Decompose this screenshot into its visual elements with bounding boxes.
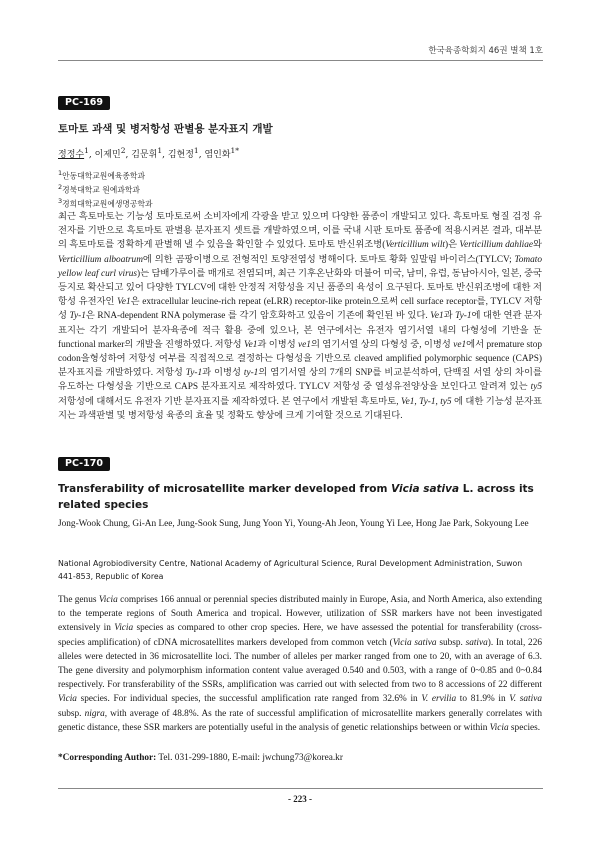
abstract-text: 과 bbox=[443, 311, 456, 322]
author-sup: 1* bbox=[230, 146, 240, 155]
affiliation-line bbox=[58, 196, 153, 210]
abstract-italic-term: ve1 bbox=[453, 339, 467, 350]
entry1-authors: 정정수$^1$, 이제민$^2$, 김문휘$^1$, 김현정$^1$, 염인화$^{1*}$ bbox=[58, 146, 240, 160]
abstract-text: species. bbox=[508, 722, 541, 733]
author-sup: 1 bbox=[157, 146, 163, 155]
entry2-affiliation: National Agrobiodiversity Centre, National Academy of Agricultural Science, Rural Development Administration, Suwon 441-853, Republic of Korea bbox=[58, 559, 523, 581]
abstract-text: 에 대한 연관 분자표지는 각기 개발되어 분자육종에 적극 활용 중에 있으나, 본 연구에서는 유전자 염기서열 내의 다형성에 기반을 둔 functional marker의 개발을 진행하였다. 저항성 bbox=[58, 311, 542, 350]
author-sup: 1 bbox=[193, 146, 199, 155]
abstract-italic-term: Ty-1 bbox=[455, 311, 472, 322]
abstract-text: subsp. bbox=[58, 708, 85, 719]
abstract-text: The genus bbox=[58, 595, 99, 605]
abstract-italic-term: Vicia sativa bbox=[392, 637, 437, 648]
abstract-text: 최근 흑토마토는 기능성 토마토로써 소비자에게 각광을 받고 있으며 다양한 품종이 개발되고 있다. 흑토마토 형질 검정 유전자를 기반으로 흑토마토 판별용 분자표지 셋트를 개발하였으며, 이를 국내 시판 토마토 품종에 적용시켜본 결과, 대부분의 흑토마토를 정확하게 판별해 낼 수 있음을 확인할 수 있었다. 토마토 반신위조병( bbox=[58, 212, 542, 251]
abstract-italic-term: nigra bbox=[84, 708, 105, 719]
abstract-text: subsp. bbox=[436, 637, 466, 648]
abstract-italic-term: V. ervilia bbox=[421, 694, 457, 705]
page-number: - 223 - bbox=[288, 794, 312, 804]
title-text: L. across its related species bbox=[58, 483, 534, 511]
author-name: 김문휘 bbox=[131, 150, 158, 160]
abstract-text: 에 의한 곰팡이병으로 전형적인 토양전염성 병해이다. 토마토 황화 잎말림 바이러스(TYLCV; bbox=[142, 254, 515, 265]
abstract-italic-term: Ty-1 bbox=[419, 396, 436, 407]
abstract-text: 와 bbox=[533, 240, 542, 251]
entry1-title: 토마토 과색 및 병저항성 판별용 분자표지 개발 bbox=[58, 123, 273, 135]
abstract-text: comprises 166 annual or perennial species distributed mainly in Europe, Asia, and North America, also extending to the temperate regions of South America and tropical. However, utilization of SSR markers have not been investigated extensively in bbox=[58, 595, 542, 634]
affiliation-sup: 2 bbox=[58, 183, 63, 192]
author-name: 김현정 bbox=[167, 150, 194, 160]
author-name: 이제민 bbox=[94, 150, 121, 160]
entry2-title bbox=[58, 481, 542, 513]
title-species: Vicia sativa bbox=[391, 483, 460, 495]
abstract-italic-term: Ve1 bbox=[430, 311, 444, 322]
abstract-text: , bbox=[435, 396, 441, 407]
entry2-authors: Jong-Wook Chung, Gi-An Lee, Jung-Sook Sung, Jung Yoon Yi, Young-Ah Jeon, Young Yi Lee, Hong Jae Park, Sokyoung Lee bbox=[58, 519, 529, 529]
affiliation-text: 경북대학교 원예과학과 bbox=[62, 185, 140, 195]
abstract-text: 은 RNA-dependent RNA polymerase 를 각기 암호화하고 있음이 기존에 확인된 바 있다. bbox=[85, 311, 431, 322]
abstract-text: 의 염기서열 상의 7개의 SNP를 비교분석하여, 단백질 서열 상의 차이를 유도하는 다형성을 기반으로 CAPS 분자표지로 제작하였다. TYLCV 저항성 중 열성유전양상을 보인다고 알려져 있는 bbox=[58, 368, 542, 393]
abstract-italic-term: Verticillium dahliae bbox=[459, 240, 534, 251]
abstract-text: to 81.9% in bbox=[456, 694, 510, 705]
abstract-text: , with average of 48.8%. As the rate of successful amplification of microsatellite markers generally correlates with genetic distance, these SSR markers are potentially useful in the analysis of genetic relationships between or within bbox=[58, 708, 542, 733]
header-divider bbox=[58, 60, 543, 61]
abstract-italic-term: ty5 bbox=[530, 382, 542, 393]
abstract-italic-term: Vicia bbox=[114, 623, 134, 634]
corresponding-author bbox=[58, 753, 343, 763]
abstract-text: , bbox=[414, 396, 420, 407]
abstract-italic-term: sativa bbox=[465, 637, 488, 648]
abstract-text: 의 염기서열 상의 다형성 중, 이병성 bbox=[310, 339, 454, 350]
affiliation-sup: 1 bbox=[58, 169, 63, 177]
abstract-italic-term: Vicia bbox=[489, 722, 509, 733]
abstract-text: species as compared to other crop species. Here, we have assessed the potential for transferability (cross-species amplification) of cDNA microsatellites markers developed from common vetch ( bbox=[58, 623, 542, 648]
abstract-text: ). In total, 226 alleles were detected in 36 microsatellite loci. The number of alleles per marker ranged from one to 20, with an average of 6.3. The gene diversity and polymorphism information content value averaged 0.540 and 0.503, with a range of 0~0.85 and 0~0.84 respectively. For transferability of the SSRs, amplification was carried out with selected from two to 8 accessions of 22 different bbox=[58, 637, 542, 691]
entry2-abstract bbox=[58, 593, 542, 735]
abstract-italic-term: Ty-1 bbox=[69, 311, 86, 322]
abstract-italic-term: Ve1 bbox=[117, 297, 131, 308]
title-text: Transferability of microsatellite marker developed from bbox=[58, 483, 392, 495]
abstract-italic-term: V. sativa bbox=[509, 694, 542, 705]
footer-divider bbox=[58, 788, 543, 789]
abstract-text: species. For individual species, the successful amplification rate ranged from 32.6% in bbox=[76, 694, 422, 705]
abstract-italic-term: ty-1 bbox=[243, 368, 259, 379]
abstract-italic-term: Ty-1 bbox=[185, 368, 203, 379]
affiliation-text: 경희대학교원예생명공학과 bbox=[62, 199, 153, 209]
abstract-text: 에서 premature stop codon을형성하여 저항성 여부를 직접적으로 결정하는 다형성을 기반으로 cleaved amplified polymorphic sequence (CAPS) 분자표지를 개발하였다. 저항성 bbox=[58, 339, 542, 379]
affiliation-line bbox=[58, 182, 153, 196]
abstract-italic-term: Vicia bbox=[58, 694, 77, 705]
author-name: 염인화 bbox=[204, 150, 231, 160]
abstract-italic-term: Vicia bbox=[98, 595, 118, 605]
abstract-text: )은 bbox=[445, 240, 460, 251]
abstract-text: 과 이병성 bbox=[202, 368, 244, 379]
abstract-italic-term: ve1 bbox=[298, 339, 311, 350]
journal-header: 한국육종학회지 46권 별책 1호 bbox=[428, 46, 543, 56]
abstract-text: )는 담배가루이를 매개로 전염되며, 최근 기후온난화와 더불어 미국, 남미, 유럽, 동남아시아, 일본, 중국 등지로 확산되고 있어 다양한 TYLCV에 대한 안정적 저항성을 지닌 품종의 육성이 요구된다. 토마토 반신위조병에 대한 저항성 유전자인 bbox=[58, 268, 542, 308]
abstract-text: 과 이병성 bbox=[257, 339, 299, 350]
author-sup: 1 bbox=[84, 146, 89, 155]
author-sup: 2 bbox=[120, 146, 126, 155]
affiliation-sup: 3 bbox=[58, 197, 63, 206]
affiliation-text: 안동대학교원예육종학과 bbox=[62, 171, 145, 181]
entry1-abstract bbox=[58, 210, 542, 423]
entry1-affiliations bbox=[58, 168, 153, 210]
abstract-italic-term: Verticillium wilt bbox=[385, 240, 446, 251]
entry1-badge: PC-169 bbox=[58, 96, 110, 110]
corresponding-contact: Tel. 031-299-1880, E-mail: jwchung73@korea.kr bbox=[156, 753, 343, 763]
abstract-text: 에 대한 기능성 분자표지는 과색판별 및 병저항성 육종의 효율 및 정확도 향상에 크게 기여할 것으로 기대된다. bbox=[58, 396, 542, 421]
abstract-italic-term: Tomato yellow leaf curl virus bbox=[58, 254, 543, 279]
corresponding-label: *Corresponding Author: bbox=[58, 753, 157, 763]
affiliation-line bbox=[58, 168, 153, 182]
abstract-italic-term: Ve1 bbox=[400, 396, 415, 407]
abstract-italic-term: Ve1 bbox=[243, 339, 258, 350]
abstract-italic-term: Verticillium alboatrum bbox=[58, 254, 143, 265]
abstract-text: 은 extracellular leucine-rich repeat (eLRR) receptor-like protein으로써 cell surface receptor를, TYLCV 저항성 bbox=[58, 297, 542, 322]
abstract-text: 저항성에 대해서도 유전자 기반 분자표지를 제작하였다. 본 연구에서 개발된 흑토마토, bbox=[58, 396, 401, 407]
entry2-badge: PC-170 bbox=[58, 457, 110, 471]
abstract-italic-term: ty5 bbox=[440, 396, 452, 407]
author-name: 정정수 bbox=[58, 150, 85, 160]
